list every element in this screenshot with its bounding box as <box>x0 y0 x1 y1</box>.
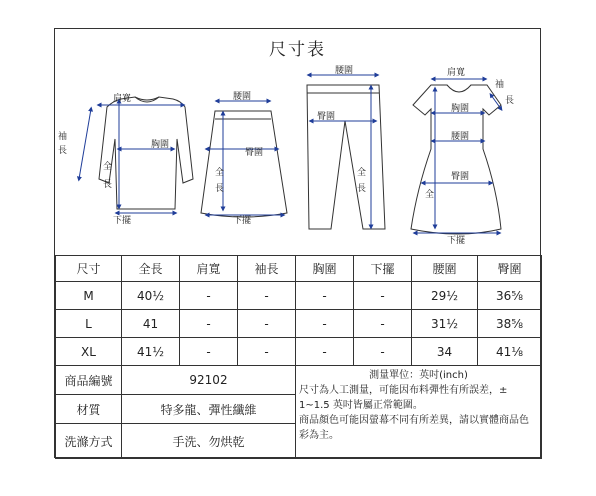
dress-length-label: 全 <box>425 190 435 200</box>
note-line-1: 尺寸為人工測量，可能因布料彈性有所誤差，± <box>299 385 508 396</box>
material-label: 材質 <box>56 395 122 424</box>
shirt-chest-label: 胸圍 <box>151 140 170 150</box>
table-cell: 36⅝ <box>478 282 542 310</box>
skirt-length-label-a: 全 <box>215 168 225 178</box>
shirt-shoulder-label: 肩寬 <box>113 94 132 104</box>
table-cell: - <box>296 338 354 366</box>
product-code-row <box>56 366 542 395</box>
shirt-sleeve-label-b: 長 <box>58 146 68 156</box>
size-table-header-row <box>56 256 542 282</box>
dress-sleeve-label-b: 長 <box>505 96 515 106</box>
skirt-hip-label: 臀圍 <box>245 148 264 158</box>
table-row <box>56 282 542 310</box>
header-cell: 腰圍 <box>412 256 478 282</box>
pants-length-label-a: 全 <box>357 168 367 178</box>
garment-diagrams <box>55 29 542 255</box>
product-code-value: 92102 <box>122 366 296 395</box>
dress-hem-label: 下擺 <box>447 236 466 246</box>
pants-waist-label: 腰圍 <box>335 66 354 76</box>
pants-length-label-b: 長 <box>357 184 367 194</box>
table-cell: - <box>354 338 412 366</box>
table-cell: 29½ <box>412 282 478 310</box>
header-cell: 胸圍 <box>296 256 354 282</box>
unit-note: 測量單位：英吋(inch) <box>369 370 468 381</box>
dress-sleeve-label-a: 袖 <box>495 80 505 90</box>
skirt-hem-label: 下擺 <box>233 216 252 226</box>
dress-shoulder-label: 肩寬 <box>447 68 466 78</box>
header-cell: 尺寸 <box>56 256 122 282</box>
shirt-sleeve-label-a: 袖 <box>58 132 68 142</box>
size-cell: L <box>56 310 122 338</box>
table-cell: 41⅛ <box>478 338 542 366</box>
size-table <box>55 255 542 459</box>
note-line-4: 彩為主。 <box>299 430 339 441</box>
shirt-length-label-a: 全 <box>103 162 113 172</box>
header-cell: 袖長 <box>238 256 296 282</box>
table-cell: - <box>238 338 296 366</box>
shirt-length-label-b: 長 <box>103 180 113 190</box>
dress-hip-label: 臀圍 <box>451 172 470 182</box>
note-line-3: 商品顏色可能因螢幕不同有所差異，請以實體商品色 <box>299 415 529 426</box>
pants-hip-label: 臀圍 <box>317 112 336 122</box>
table-cell: 31½ <box>412 310 478 338</box>
shirt-diagram <box>99 97 193 209</box>
table-cell: - <box>354 310 412 338</box>
header-cell: 肩寬 <box>180 256 238 282</box>
table-cell: - <box>296 282 354 310</box>
product-code-label: 商品編號 <box>56 366 122 395</box>
table-cell: 41½ <box>122 338 180 366</box>
header-cell: 下擺 <box>354 256 412 282</box>
table-cell: - <box>354 282 412 310</box>
table-cell: - <box>238 310 296 338</box>
header-cell: 臀圍 <box>478 256 542 282</box>
table-cell: - <box>180 338 238 366</box>
skirt-waist-label: 腰圍 <box>233 92 252 102</box>
skirt-length-label-b: 長 <box>215 184 225 194</box>
header-cell: 全長 <box>122 256 180 282</box>
table-cell: - <box>296 310 354 338</box>
note-line-2: 1~1.5 英吋皆屬正常範圍。 <box>299 400 423 411</box>
table-cell: - <box>180 282 238 310</box>
wash-value: 手洗、勿烘乾 <box>122 424 296 459</box>
table-cell: - <box>238 282 296 310</box>
shirt-hem-label: 下擺 <box>113 216 132 226</box>
table-cell: 41 <box>122 310 180 338</box>
dress-chest-label: 胸圍 <box>451 104 470 114</box>
wash-label: 洗滌方式 <box>56 424 122 459</box>
material-value: 特多龍、彈性纖維 <box>122 395 296 424</box>
size-cell: M <box>56 282 122 310</box>
size-cell: XL <box>56 338 122 366</box>
chart-title: 尺寸表 <box>269 40 326 60</box>
pants-diagram <box>307 85 385 229</box>
size-chart-sheet <box>54 28 541 458</box>
table-row <box>56 338 542 366</box>
skirt-diagram <box>201 111 287 217</box>
table-row <box>56 310 542 338</box>
table-cell: 34 <box>412 338 478 366</box>
table-cell: 38⅝ <box>478 310 542 338</box>
measurement-notes <box>296 366 542 459</box>
table-cell: 40½ <box>122 282 180 310</box>
table-cell: - <box>180 310 238 338</box>
dress-waist-label: 腰圍 <box>451 132 470 142</box>
